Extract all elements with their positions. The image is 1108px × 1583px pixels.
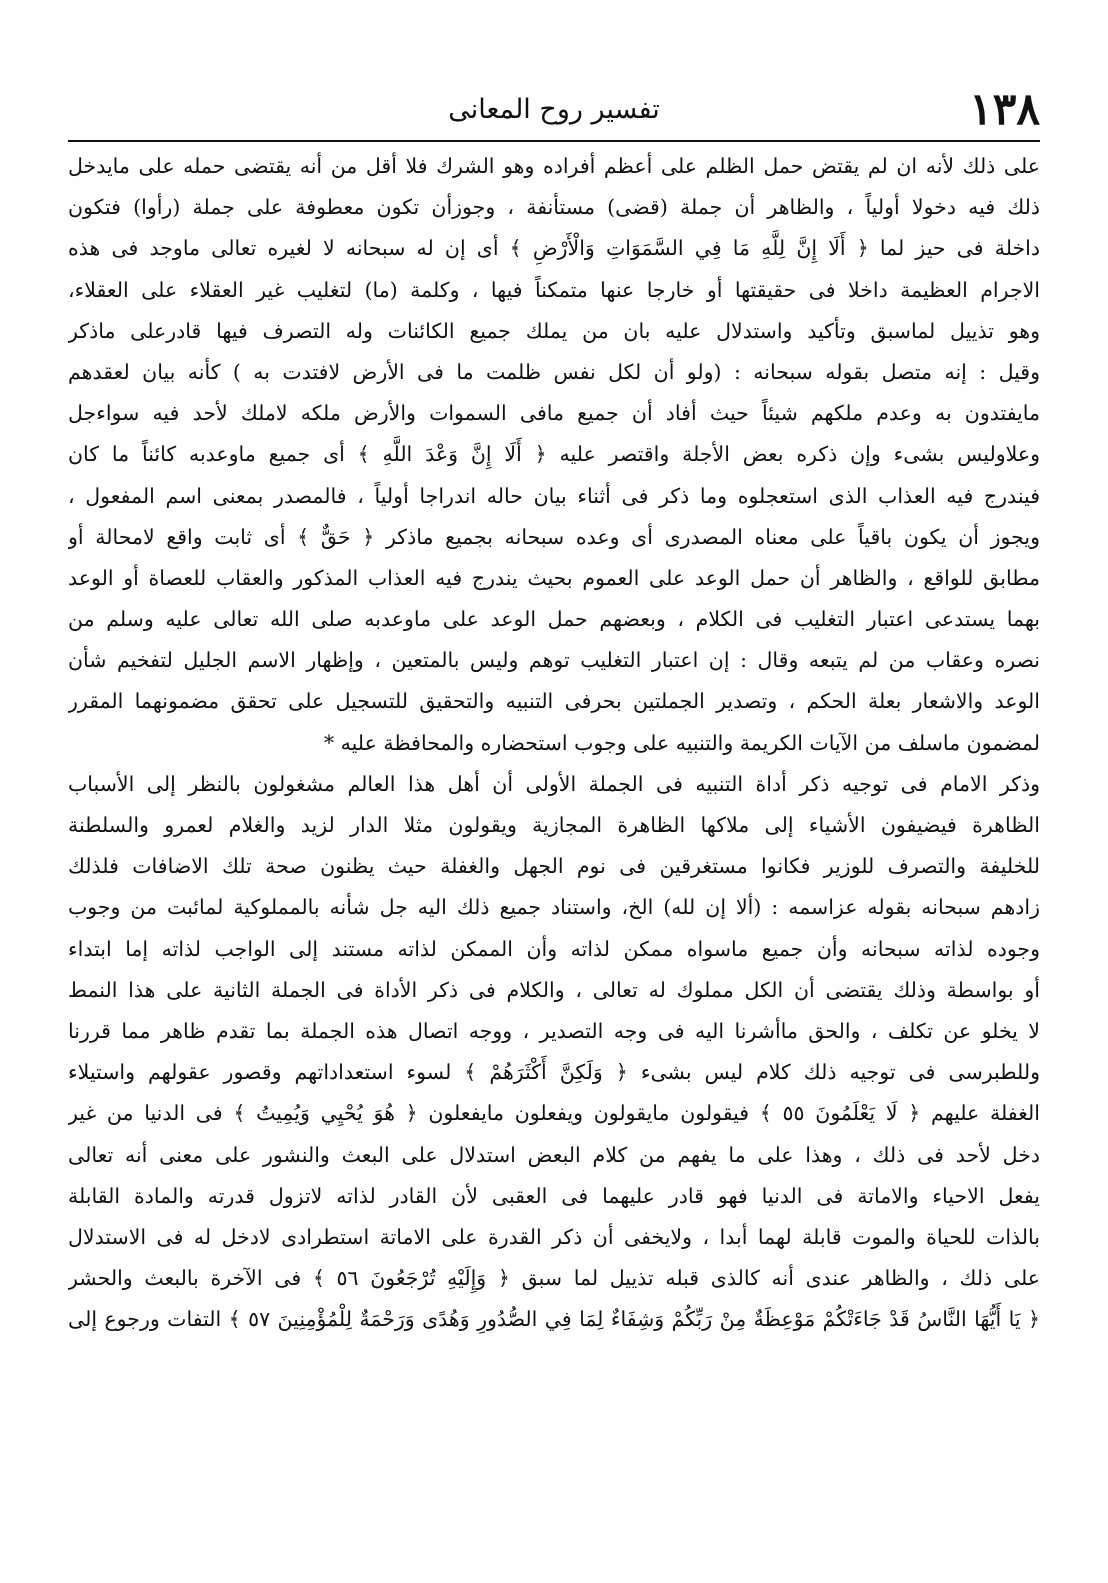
text-line: لا يخلو عن تكلف ، والحق ماأشرنا اليه فى وجه التصدير ، ووجه اتصال هذه الجملة بما تقدم ظاهر مما قررنا: [68, 1018, 1040, 1043]
text-line: الظاهرة فيضيفون الأشياء إلى ملاكها الظاهرة المجازية ويقولون مثلا الدار لزيد والغلام لعمرو والسلطنة: [68, 813, 1040, 837]
paragraph-end-line: لمضمون ماسلف من الآيات الكريمة والتنبيه على وجوب استحضاره والمحافظة عليه *: [323, 730, 1040, 755]
page-number: ١٣٨: [969, 84, 1040, 135]
text-line: للخليفة والتصرف للوزير فكانوا مستغرقين فى نوم الجهل والغفلة حيث يظنون صحة تلك الاضافات فلذلك: [68, 854, 1040, 879]
text-line: وجوده لذاته سبحانه وأن جميع ماسواه ممكن لذاته وأن الممكن لذاته مستند إلى الواجب لذاته إما ابتداء: [68, 936, 1040, 961]
text-line: ذلك فيه دخولا أولياً ، والظاهر أن جملة (قضى) مستأنفة ، وجوزأن تكون معطوفة على جملة (رأوا) فتكون: [68, 195, 1040, 220]
running-title: تفسير روح المعانى: [448, 94, 660, 125]
text-line: وذكر الامام فى توجيه ذكر أداة التنبيه فى الجملة الأولى أن أهل هذا العالم مشغولون بالنظر إلى الأسباب: [68, 771, 1040, 796]
text-line: داخلة فى حيز لما ﴿ أَلَا إِنَّ لِلَّهِ مَا فِي السَّمَوَاتِ وَالْأَرْضِ ﴾ أى إن له سبحانه لا لغيره تعالى ماوجد فى هذه: [68, 236, 1040, 261]
text-line: فيندرج فيه العذاب الذى استعجلوه وما ذكر فى أثناء بيان حاله اندراجا أولياً ، فالمصدر بمعنى اسم المفعول ،: [68, 483, 1040, 508]
text-line: ﴿ يَا أَيُّهَا النَّاسُ قَدْ جَاءَتْكُمْ مَوْعِظَةٌ مِنْ رَبِّكُمْ وَشِفَاءٌ لِمَا فِي الصُّدُورِ وَهُدًى وَرَحْمَةٌ لِلْمُؤْمِنِينَ ٥٧ ﴾ التفات ورجوع إلى: [68, 1307, 1040, 1332]
page-header: [68, 82, 1040, 138]
text-line: يفعل الاحياء والاماتة فى الدنيا فهو قادر عليهما فى العقبى لأن القادر لذاته لاتزول قدرته والمادة القابلة: [68, 1183, 1040, 1208]
text-line: وقيل : إنه متصل بقوله سبحانه : (ولو أن لكل نفس ظلمت ما فى الأرض لافتدت به ) كأنه بيان لعقدهم: [68, 359, 1040, 384]
text-line: زادهم سبحانه بقوله عزاسمه : (ألا إن لله) الخ، واستناد جميع ذلك اليه جل شأنه بالمملوكية لمائبت من وجوب: [68, 895, 1040, 920]
text-line: بالذات للحياة والموت قابلة لهما أبدا ، ولايخفى أن ذكر القدرة على الاماتة استطرادى لادخل له فى الاستدلال: [68, 1224, 1040, 1249]
text-line: الوعد والاشعار بعلة الحكم ، وتصدير الجملتين بحرفى التنبيه والتحقيق للتسجيل على تحقق مضمونهما المقرر: [68, 689, 1040, 714]
text-line: وللطبرسى فى توجيه ذلك كلام ليس بشىء ﴿ وَلَكِنَّ أَكْثَرَهُمْ ﴾ لسوء استعداداتهم وقصور عقولهم واستيلاء: [68, 1060, 1040, 1085]
text-line: وهو تذييل لماسبق وتأكيد واستدلال عليه بان من يملك جميع الكائنات وله التصرف فيها قادرعلى ماذكر: [68, 318, 1040, 343]
text-line: الغفلة عليهم ﴿ لَا يَعْلَمُونَ ٥٥ ﴾ فيقولون مايقولون ويفعلون مايفعلون ﴿ هُوَ يُحْيِي وَيُمِيتُ ﴾ فى الدنيا من غير: [68, 1101, 1040, 1126]
text-line: أو بواسطة وذلك يقتضى أن الكل مملوك له تعالى ، والكلام فى ذكر الأداة فى الجملة الثانية على هذا النمط: [68, 977, 1040, 1002]
text-line: على ذلك ، والظاهر عندى أنه كالذى قبله تذييل لما سبق ﴿ وَإِلَيْهِ تُرْجَعُونَ ٥٦ ﴾ فى الآخرة بالبعث والحشر: [68, 1266, 1040, 1291]
text-line: مطابق للواقع ، والظاهر أن حمل الوعد على العموم بحيث يندرج فيه العذاب المذكور والعقاب للعصاة أو الوعد: [68, 565, 1040, 590]
text-line: الاجرام العظيمة داخلا فى حقيقتها أو خارجا عنها متمكناً فيها ، وكلمة (ما) لتغليب غير العقلاء على العقلاء،: [68, 277, 1040, 302]
header-rule: [68, 140, 1040, 142]
text-line: وعلاوليس بشىء وإن ذكره بعض الأجلة واقتصر عليه ﴿ أَلَا إِنَّ وَعْدَ اللَّهِ ﴾ أى جميع ماوعدبه كائناً ما كان: [68, 442, 1040, 467]
text-line: مايفتدون به وعدم ملكهم شيئاً حيث أفاد أن جميع مافى السموات والأرض ملكه لاملك لأحد فيه سواءجل: [68, 401, 1040, 426]
body-text: [68, 146, 1040, 1466]
text-line: دخل لأحد فى ذلك ، وهذا على ما يفهم من كلام البعض استدلال على البعث والنشور على معنى أنه تعالى: [68, 1142, 1040, 1167]
text-line: على ذلك لأنه ان لم يقتض حمل الظلم على أعظم أفراده وهو الشرك فلا أقل من أنه يقتضى حمله على مايدخل: [68, 154, 1040, 178]
text-line: نصره وعقاب من لم يتبعه وقال : إن اعتبار التغليب توهم وليس بالمتعين ، وإظهار الاسم الجليل لتفخيم شأن: [68, 648, 1040, 673]
text-line: ويجوز أن يكون باقياً على معناه المصدرى أى وعده سبحانه بجميع ماذكر ﴿ حَقٌّ ﴾ أى ثابت واقع لامحالة أو: [68, 524, 1040, 549]
text-line: بهما يستدعى اعتبار التغليب فى الكلام ، وبعضهم حمل الوعد على ماوعدبه صلى الله تعالى عليه وسلم من: [68, 607, 1040, 632]
